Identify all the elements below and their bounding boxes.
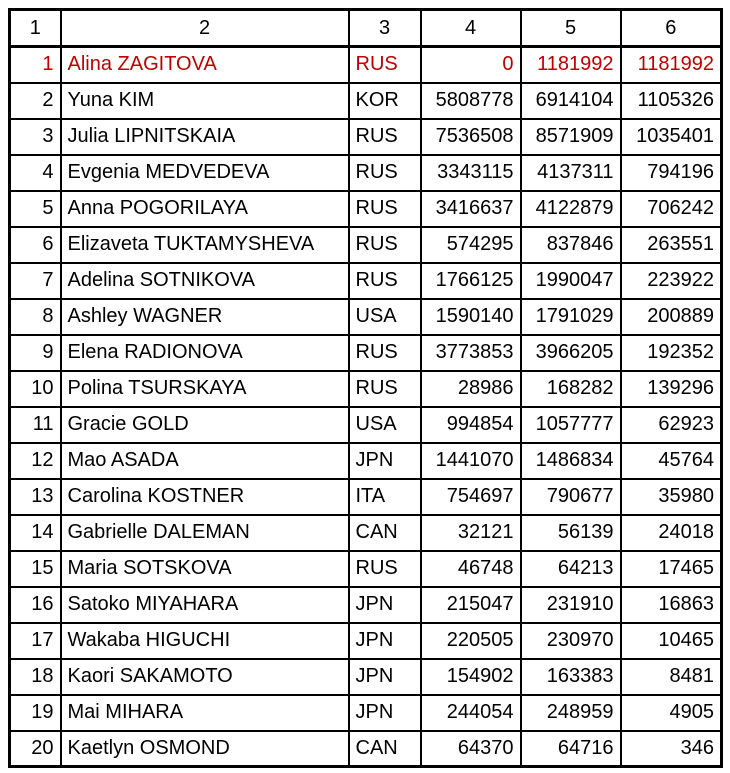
cell-value-4[interactable]: 3773853 [421,335,521,371]
cell-value-4[interactable]: 215047 [421,587,521,623]
cell-rank[interactable]: 15 [10,551,61,587]
cell-value-6[interactable]: 10465 [621,623,722,659]
cell-value-5[interactable]: 1791029 [521,299,621,335]
cell-rank[interactable]: 7 [10,263,61,299]
cell-rank[interactable]: 4 [10,155,61,191]
cell-value-6[interactable]: 346 [621,731,722,767]
cell-value-4[interactable]: 5808778 [421,83,521,119]
column-header[interactable]: 2 [61,10,349,47]
cell-value-6[interactable]: 200889 [621,299,722,335]
cell-value-6[interactable]: 24018 [621,515,722,551]
cell-value-5[interactable]: 6914104 [521,83,621,119]
table-row [10,659,722,695]
column-header[interactable]: 6 [621,10,722,47]
cell-value-5[interactable]: 56139 [521,515,621,551]
cell-value-4[interactable]: 1441070 [421,443,521,479]
table-row [10,587,722,623]
cell-value-4[interactable]: 64370 [421,731,521,767]
cell-value-4[interactable]: 28986 [421,371,521,407]
table-row [10,551,722,587]
table-row [10,155,722,191]
cell-country[interactable]: ITA [349,479,421,515]
cell-name[interactable]: Evgenia MEDVEDEVA [61,155,349,191]
cell-value-5[interactable]: 8571909 [521,119,621,155]
cell-value-5[interactable]: 790677 [521,479,621,515]
cell-name[interactable]: Elizaveta TUKTAMYSHEVA [61,227,349,263]
cell-name[interactable]: Adelina SOTNIKOVA [61,263,349,299]
table-row [10,695,722,731]
cell-value-6[interactable]: 4905 [621,695,722,731]
cell-value-5[interactable]: 64213 [521,551,621,587]
table-row [10,407,722,443]
cell-value-6[interactable]: 45764 [621,443,722,479]
cell-country[interactable]: RUS [349,47,421,83]
cell-rank[interactable]: 14 [10,515,61,551]
table-row [10,119,722,155]
cell-value-4[interactable]: 994854 [421,407,521,443]
cell-name[interactable]: Kaetlyn OSMOND [61,731,349,767]
cell-name[interactable]: Maria SOTSKOVA [61,551,349,587]
cell-rank[interactable]: 20 [10,731,61,767]
table-row [10,191,722,227]
cell-value-4[interactable]: 32121 [421,515,521,551]
cell-value-5[interactable]: 168282 [521,371,621,407]
cell-rank[interactable]: 1 [10,47,61,83]
ranking-table-container [8,8,723,768]
cell-name[interactable]: Polina TSURSKAYA [61,371,349,407]
cell-name[interactable]: Mai MIHARA [61,695,349,731]
cell-value-6[interactable]: 139296 [621,371,722,407]
cell-value-6[interactable]: 1181992 [621,47,722,83]
table-header [10,10,722,47]
cell-rank[interactable]: 3 [10,119,61,155]
cell-rank[interactable]: 8 [10,299,61,335]
cell-value-4[interactable]: 7536508 [421,119,521,155]
cell-rank[interactable]: 17 [10,623,61,659]
cell-value-4[interactable]: 1590140 [421,299,521,335]
cell-rank[interactable]: 12 [10,443,61,479]
table-row [10,299,722,335]
cell-name[interactable]: Satoko MIYAHARA [61,587,349,623]
table-row [10,623,722,659]
cell-name[interactable]: Carolina KOSTNER [61,479,349,515]
cell-name[interactable]: Elena RADIONOVA [61,335,349,371]
cell-rank[interactable]: 18 [10,659,61,695]
cell-value-4[interactable]: 0 [421,47,521,83]
cell-country[interactable]: RUS [349,371,421,407]
table-row [10,335,722,371]
cell-value-6[interactable]: 62923 [621,407,722,443]
cell-name[interactable]: Kaori SAKAMOTO [61,659,349,695]
table-row [10,731,722,767]
column-header[interactable]: 3 [349,10,421,47]
table-row [10,479,722,515]
cell-name[interactable]: Wakaba HIGUCHI [61,623,349,659]
table-body [10,47,722,767]
cell-country[interactable]: RUS [349,263,421,299]
cell-value-4[interactable]: 46748 [421,551,521,587]
cell-country[interactable]: RUS [349,551,421,587]
cell-country[interactable]: RUS [349,191,421,227]
cell-country[interactable]: JPN [349,659,421,695]
cell-country[interactable]: CAN [349,731,421,767]
table-row [10,227,722,263]
cell-value-5[interactable]: 231910 [521,587,621,623]
cell-country[interactable]: CAN [349,515,421,551]
cell-value-4[interactable]: 1766125 [421,263,521,299]
cell-value-5[interactable]: 1057777 [521,407,621,443]
cell-rank[interactable]: 11 [10,407,61,443]
cell-value-6[interactable]: 8481 [621,659,722,695]
cell-value-5[interactable]: 3966205 [521,335,621,371]
cell-name[interactable]: Anna POGORILAYA [61,191,349,227]
cell-name[interactable]: Julia LIPNITSKAIA [61,119,349,155]
column-header[interactable]: 1 [10,10,61,47]
cell-name[interactable]: Gracie GOLD [61,407,349,443]
cell-value-5[interactable]: 1990047 [521,263,621,299]
cell-country[interactable]: KOR [349,83,421,119]
cell-country[interactable]: USA [349,299,421,335]
cell-value-6[interactable]: 794196 [621,155,722,191]
cell-rank[interactable]: 16 [10,587,61,623]
cell-country[interactable]: RUS [349,155,421,191]
cell-value-5[interactable]: 837846 [521,227,621,263]
table-row [10,263,722,299]
cell-value-4[interactable]: 244054 [421,695,521,731]
table-row [10,47,722,83]
cell-value-6[interactable]: 16863 [621,587,722,623]
cell-country[interactable]: JPN [349,695,421,731]
cell-name[interactable]: Yuna KIM [61,83,349,119]
cell-country[interactable]: RUS [349,335,421,371]
cell-value-6[interactable]: 17465 [621,551,722,587]
cell-value-6[interactable]: 706242 [621,191,722,227]
column-header[interactable]: 5 [521,10,621,47]
header-row [10,10,722,47]
table-row [10,371,722,407]
cell-rank[interactable]: 9 [10,335,61,371]
table-row [10,83,722,119]
cell-value-5[interactable]: 1181992 [521,47,621,83]
ranking-table [8,8,723,768]
cell-country[interactable]: RUS [349,227,421,263]
cell-name[interactable]: Gabrielle DALEMAN [61,515,349,551]
cell-rank[interactable]: 10 [10,371,61,407]
cell-value-4[interactable]: 220505 [421,623,521,659]
cell-rank[interactable]: 6 [10,227,61,263]
cell-name[interactable]: Alina ZAGITOVA [61,47,349,83]
cell-value-6[interactable]: 1035401 [621,119,722,155]
table-row [10,515,722,551]
cell-value-6[interactable]: 263551 [621,227,722,263]
cell-rank[interactable]: 5 [10,191,61,227]
table-row [10,443,722,479]
cell-value-5[interactable]: 4122879 [521,191,621,227]
cell-value-4[interactable]: 154902 [421,659,521,695]
cell-value-5[interactable]: 64716 [521,731,621,767]
cell-value-6[interactable]: 223922 [621,263,722,299]
cell-name[interactable]: Mao ASADA [61,443,349,479]
cell-value-5[interactable]: 230970 [521,623,621,659]
cell-value-5[interactable]: 163383 [521,659,621,695]
cell-value-6[interactable]: 35980 [621,479,722,515]
cell-value-5[interactable]: 1486834 [521,443,621,479]
cell-value-4[interactable]: 574295 [421,227,521,263]
cell-value-5[interactable]: 248959 [521,695,621,731]
cell-rank[interactable]: 2 [10,83,61,119]
cell-rank[interactable]: 19 [10,695,61,731]
cell-value-6[interactable]: 1105326 [621,83,722,119]
cell-country[interactable]: RUS [349,119,421,155]
cell-value-4[interactable]: 754697 [421,479,521,515]
cell-value-6[interactable]: 192352 [621,335,722,371]
cell-country[interactable]: USA [349,407,421,443]
cell-name[interactable]: Ashley WAGNER [61,299,349,335]
cell-value-4[interactable]: 3416637 [421,191,521,227]
cell-country[interactable]: JPN [349,587,421,623]
column-header[interactable]: 4 [421,10,521,47]
cell-value-4[interactable]: 3343115 [421,155,521,191]
cell-country[interactable]: JPN [349,443,421,479]
cell-country[interactable]: JPN [349,623,421,659]
cell-value-5[interactable]: 4137311 [521,155,621,191]
cell-rank[interactable]: 13 [10,479,61,515]
